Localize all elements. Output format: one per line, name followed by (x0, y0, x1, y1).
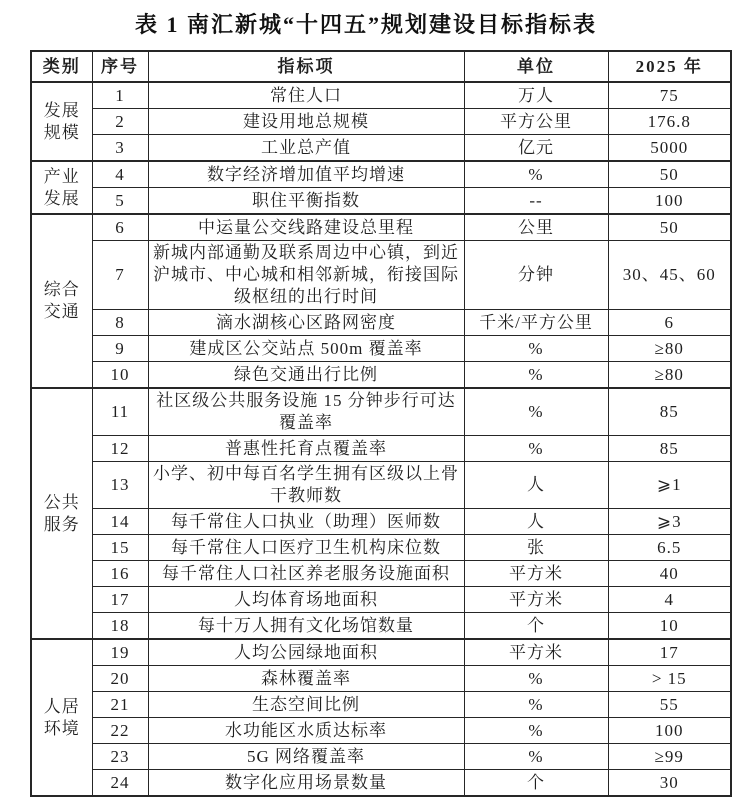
indicator-cell: 新城内部通勤及联系周边中心镇，到近沪城市、中心城和相邻新城，衔接国际级枢纽的出行时间 (148, 241, 464, 310)
table-row (31, 770, 731, 797)
row-number-cell: 24 (92, 770, 148, 797)
indicator-cell: 普惠性托育点覆盖率 (148, 436, 464, 462)
row-number-cell: 22 (92, 718, 148, 744)
value-cell: ≥99 (608, 744, 731, 770)
indicator-cell: 5G 网络覆盖率 (148, 744, 464, 770)
row-number-cell: 15 (92, 535, 148, 561)
indicator-cell: 小学、初中每百名学生拥有区级以上骨干教师数 (148, 462, 464, 509)
indicator-cell: 森林覆盖率 (148, 666, 464, 692)
indicator-cell: 数字化应用场景数量 (148, 770, 464, 797)
unit-cell: -- (464, 188, 608, 215)
indicator-cell: 建设用地总规模 (148, 109, 464, 135)
indicator-cell: 常住人口 (148, 82, 464, 109)
table-header-row (31, 51, 731, 82)
indicator-cell: 中运量公交线路建设总里程 (148, 214, 464, 241)
row-number-cell: 20 (92, 666, 148, 692)
table-row (31, 436, 731, 462)
unit-cell: % (464, 436, 608, 462)
table-row (31, 214, 731, 241)
value-cell: 17 (608, 639, 731, 666)
unit-cell: 平方米 (464, 561, 608, 587)
table-row (31, 82, 731, 109)
row-number-cell: 19 (92, 639, 148, 666)
indicator-cell: 社区级公共服务设施 15 分钟步行可达覆盖率 (148, 388, 464, 436)
table-row (31, 188, 731, 215)
unit-cell: 个 (464, 613, 608, 640)
value-cell: 85 (608, 436, 731, 462)
table-row (31, 362, 731, 389)
table-row (31, 666, 731, 692)
value-cell: 6.5 (608, 535, 731, 561)
value-cell: 10 (608, 613, 731, 640)
row-number-cell: 17 (92, 587, 148, 613)
row-number-cell: 14 (92, 509, 148, 535)
row-number-cell: 10 (92, 362, 148, 389)
indicator-cell: 人均公园绿地面积 (148, 639, 464, 666)
category-cell: 产业发展 (31, 161, 92, 214)
unit-cell: % (464, 362, 608, 389)
unit-cell: 万人 (464, 82, 608, 109)
value-cell: 6 (608, 310, 731, 336)
unit-cell: 人 (464, 509, 608, 535)
table-row (31, 744, 731, 770)
row-number-cell: 5 (92, 188, 148, 215)
row-number-cell: 11 (92, 388, 148, 436)
value-cell: ⩾1 (608, 462, 731, 509)
unit-cell: 平方米 (464, 639, 608, 666)
value-cell: 4 (608, 587, 731, 613)
value-cell: 40 (608, 561, 731, 587)
row-number-cell: 13 (92, 462, 148, 509)
indicator-cell: 每千常住人口执业（助理）医师数 (148, 509, 464, 535)
row-number-cell: 21 (92, 692, 148, 718)
table-row (31, 462, 731, 509)
value-cell: 85 (608, 388, 731, 436)
category-cell: 人居环境 (31, 639, 92, 796)
column-header: 指标项 (148, 51, 464, 82)
value-cell: 100 (608, 718, 731, 744)
unit-cell: 平方米 (464, 587, 608, 613)
value-cell: 30 (608, 770, 731, 797)
row-number-cell: 18 (92, 613, 148, 640)
unit-cell: 分钟 (464, 241, 608, 310)
indicator-table (30, 50, 732, 797)
unit-cell: % (464, 161, 608, 188)
unit-cell: % (464, 692, 608, 718)
indicator-cell: 生态空间比例 (148, 692, 464, 718)
unit-cell: 公里 (464, 214, 608, 241)
indicator-cell: 工业总产值 (148, 135, 464, 162)
indicator-cell: 水功能区水质达标率 (148, 718, 464, 744)
column-header: 类别 (31, 51, 92, 82)
table-row (31, 135, 731, 162)
table-row (31, 161, 731, 188)
unit-cell: % (464, 744, 608, 770)
table-row (31, 587, 731, 613)
indicator-cell: 绿色交通出行比例 (148, 362, 464, 389)
category-cell: 公共服务 (31, 388, 92, 639)
table-row (31, 639, 731, 666)
value-cell: 100 (608, 188, 731, 215)
unit-cell: % (464, 388, 608, 436)
indicator-cell: 数字经济增加值平均增速 (148, 161, 464, 188)
table-row (31, 388, 731, 436)
row-number-cell: 23 (92, 744, 148, 770)
unit-cell: 亿元 (464, 135, 608, 162)
column-header: 2025 年 (608, 51, 731, 82)
value-cell: ⩾3 (608, 509, 731, 535)
table-row (31, 535, 731, 561)
row-number-cell: 4 (92, 161, 148, 188)
unit-cell: 平方公里 (464, 109, 608, 135)
category-cell: 综合交通 (31, 214, 92, 388)
table-body (31, 82, 731, 796)
value-cell: ≥80 (608, 362, 731, 389)
unit-cell: 千米/平方公里 (464, 310, 608, 336)
indicator-cell: 每千常住人口医疗卫生机构床位数 (148, 535, 464, 561)
row-number-cell: 1 (92, 82, 148, 109)
row-number-cell: 2 (92, 109, 148, 135)
row-number-cell: 6 (92, 214, 148, 241)
indicator-cell: 每十万人拥有文化场馆数量 (148, 613, 464, 640)
indicator-cell: 人均体育场地面积 (148, 587, 464, 613)
value-cell: 5000 (608, 135, 731, 162)
page-title: 表 1 南汇新城“十四五”规划建设目标指标表 (134, 12, 597, 37)
table-row (31, 692, 731, 718)
row-number-cell: 3 (92, 135, 148, 162)
row-number-cell: 9 (92, 336, 148, 362)
unit-cell: % (464, 666, 608, 692)
value-cell: > 15 (608, 666, 731, 692)
indicator-cell: 职住平衡指数 (148, 188, 464, 215)
value-cell: ≥80 (608, 336, 731, 362)
unit-cell: % (464, 718, 608, 744)
row-number-cell: 16 (92, 561, 148, 587)
table-row (31, 109, 731, 135)
table-row (31, 241, 731, 310)
value-cell: 55 (608, 692, 731, 718)
value-cell: 50 (608, 214, 731, 241)
value-cell: 75 (608, 82, 731, 109)
indicator-cell: 建成区公交站点 500m 覆盖率 (148, 336, 464, 362)
table-row (31, 613, 731, 640)
unit-cell: % (464, 336, 608, 362)
unit-cell: 人 (464, 462, 608, 509)
column-header: 单位 (464, 51, 608, 82)
unit-cell: 张 (464, 535, 608, 561)
table-row (31, 336, 731, 362)
table-row (31, 509, 731, 535)
category-cell: 发展规模 (31, 82, 92, 161)
value-cell: 30、45、60 (608, 241, 731, 310)
table-row (31, 310, 731, 336)
column-header: 序号 (92, 51, 148, 82)
indicator-cell: 每千常住人口社区养老服务设施面积 (148, 561, 464, 587)
row-number-cell: 12 (92, 436, 148, 462)
value-cell: 50 (608, 161, 731, 188)
row-number-cell: 8 (92, 310, 148, 336)
table-row (31, 718, 731, 744)
value-cell: 176.8 (608, 109, 731, 135)
table-row (31, 561, 731, 587)
row-number-cell: 7 (92, 241, 148, 310)
unit-cell: 个 (464, 770, 608, 797)
indicator-cell: 滴水湖核心区路网密度 (148, 310, 464, 336)
